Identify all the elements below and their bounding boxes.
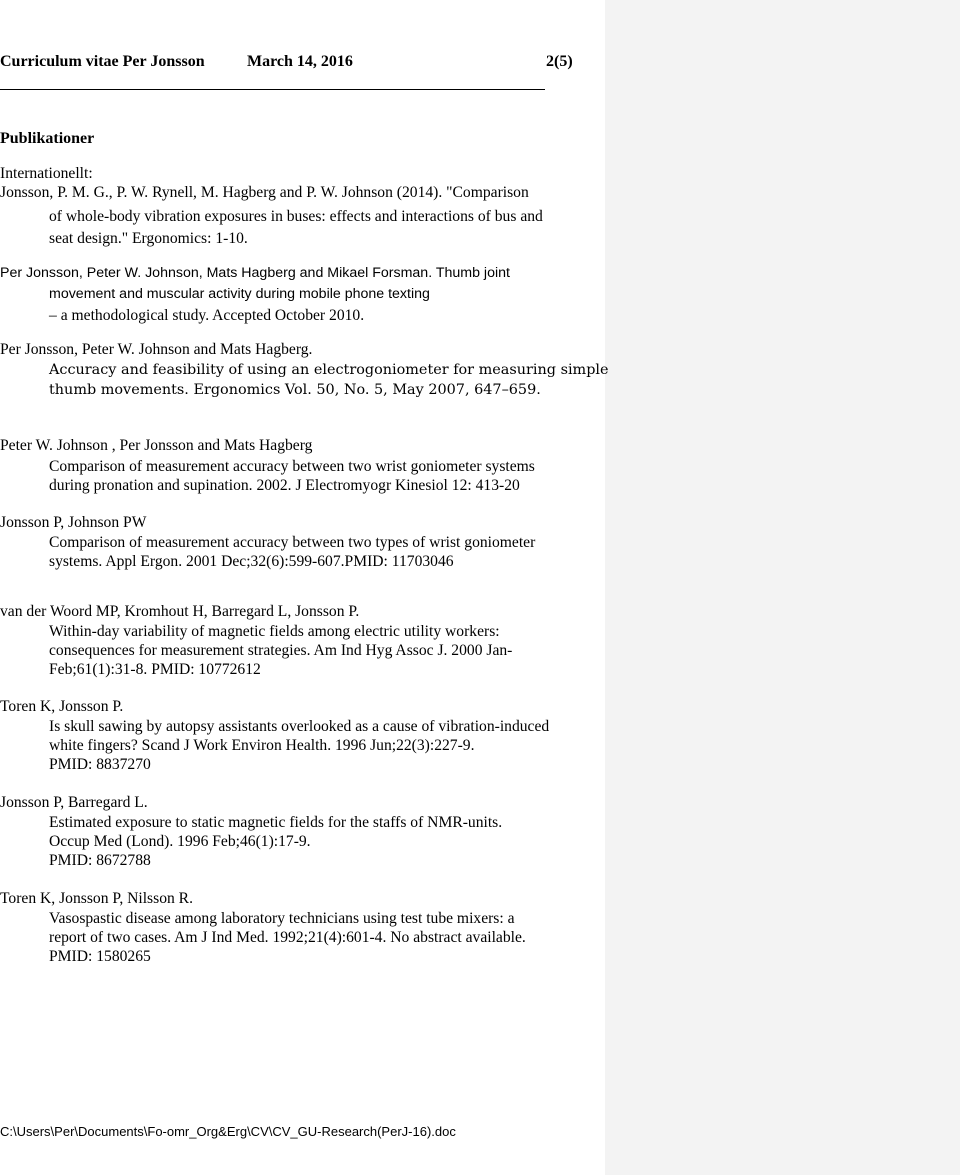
publication-line: seat design." Ergonomics: 1-10. — [49, 230, 248, 247]
publication-line: PMID: 8672788 — [49, 852, 151, 869]
comment-sidebar — [605, 0, 960, 1175]
publication-authors: Per Jonsson, Peter W. Johnson and Mats Hagberg. — [0, 341, 313, 358]
publication-authors: Toren K, Jonsson P. — [0, 698, 124, 715]
publication-authors: Toren K, Jonsson P, Nilsson R. — [0, 890, 193, 907]
publication-line: Jonsson, P. M. G., P. W. Rynell, M. Hagberg and P. W. Johnson (2014). "Comparison — [0, 184, 529, 201]
header-date: March 14, 2016 — [247, 53, 353, 70]
publication-line: Within-day variability of magnetic fields among electric utility workers: — [49, 623, 500, 640]
publication-line: PMID: 1580265 — [49, 948, 151, 965]
publication-line: – a methodological study. Accepted October 2010. — [49, 307, 365, 324]
publication-line: report of two cases. Am J Ind Med. 1992;21(4):601-4. No abstract available. — [49, 929, 526, 946]
header-page-number: 2(5) — [546, 53, 573, 70]
publication-line: PMID: 8837270 — [49, 756, 151, 773]
publication-line: consequences for measurement strategies. Am Ind Hyg Assoc J. 2000 Jan- — [49, 642, 513, 659]
publication-line: systems. Appl Ergon. 2001 Dec;32(6):599-607.PMID: 11703046 — [49, 553, 454, 570]
publication-line: Is skull sawing by autopsy assistants overlooked as a cause of vibration-induced — [49, 718, 550, 735]
publication-authors-text: Per Jonsson, Peter W. Johnson, Mats Hagberg and Mikael Forsman. — [0, 265, 433, 281]
publication-line: Comparison of measurement accuracy between two types of wrist goniometer — [49, 534, 536, 551]
publication-authors: Peter W. Johnson , Per Jonsson and Mats Hagberg — [0, 437, 313, 454]
publication-line: white fingers? Scand J Work Environ Health. 1996 Jun;22(3):227-9. — [49, 737, 475, 754]
publication-line: Comparison of measurement accuracy between two wrist goniometer systems — [49, 458, 535, 475]
publication-authors: van der Woord MP, Kromhout H, Barregard L, Jonsson P. — [0, 603, 360, 620]
publication-title-start: Thumb joint — [435, 265, 510, 281]
publication-authors — [0, 264, 510, 283]
header-rule — [0, 89, 545, 90]
header-title: Curriculum vitae Per Jonsson — [0, 53, 205, 70]
section-title: Publikationer — [0, 130, 95, 147]
publication-authors: Jonsson P, Johnson PW — [0, 514, 147, 531]
section-subtitle: Internationellt: — [0, 165, 93, 182]
publication-authors: Jonsson P, Barregard L. — [0, 794, 148, 811]
publication-line: Feb;61(1):31-8. PMID: 10772612 — [49, 661, 261, 678]
publication-line: movement and muscular activity during mobile phone texting — [49, 286, 430, 302]
publication-line: Occup Med (Lond). 1996 Feb;46(1):17-9. — [49, 833, 311, 850]
publication-line: during pronation and supination. 2002. J Electromyogr Kinesiol 12: 413-20 — [49, 477, 520, 494]
footer-file-path: C:\Users\Per\Documents\Fo-omr_Org&Erg\CV\CV_GU-Research(PerJ-16).doc — [0, 1124, 456, 1139]
publication-line: thumb movements. Ergonomics Vol. 50, No. 5, May 2007, 647–659. — [49, 382, 541, 398]
publication-line: Vasospastic disease among laboratory technicians using test tube mixers: a — [49, 910, 515, 927]
publication-line: Estimated exposure to static magnetic fields for the staffs of NMR-units. — [49, 814, 503, 831]
publication-line: of whole-body vibration exposures in buses: effects and interactions of bus and — [49, 208, 543, 225]
publication-line: Accuracy and feasibility of using an electrogoniometer for measuring simple — [49, 362, 609, 378]
